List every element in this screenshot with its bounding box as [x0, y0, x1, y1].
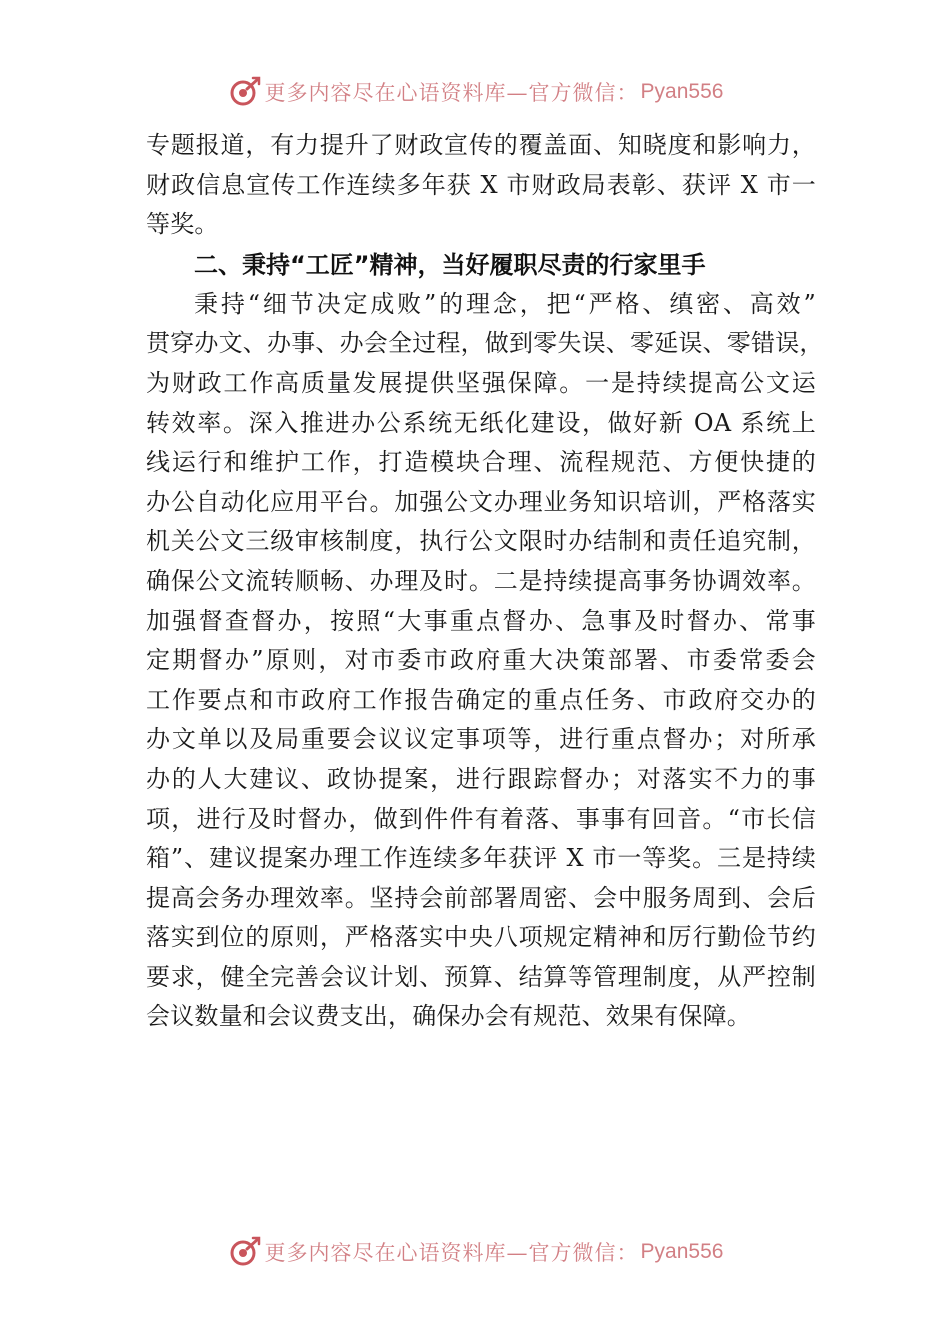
text-line: 落实到位的原则，严格落实中央八项规定精神和厉行勤俭节约 — [146, 923, 816, 952]
text-line: 转效率。深入推进办公系统无纸化建设，做好新 OA 系统上 — [146, 408, 816, 437]
text-line: 项，进行及时督办，做到件件有着落、事事有回音。“市长信 — [146, 804, 816, 833]
paragraph-first-line: 秉持“细节决定成败”的理念，把“严格、缜密、高效” — [194, 289, 816, 318]
text-line: 要求，健全完善会议计划、预算、结算等管理制度，从严控制 — [146, 962, 816, 991]
document-body — [146, 126, 824, 1037]
brand-logo-icon — [227, 1235, 261, 1269]
watermark-text: 更多内容尽在心语资料库—官方微信： — [264, 1241, 639, 1265]
text-line: 办公自动化应用平台。加强公文办理业务知识培训，严格落实 — [146, 487, 816, 516]
text-line: 箱”、建议提案办理工作连续多年获评 X 市一等奖。三是持续 — [146, 844, 816, 873]
text-line: 财政信息宣传工作连续多年获 X 市财政局表彰、获评 X 市一 — [146, 170, 816, 199]
text-line: 定期督办”原则，对市委市政府重大决策部署、市委常委会 — [146, 646, 816, 675]
wechat-id: Pyan556 — [640, 1240, 724, 1263]
text-line: 机关公文三级审核制度，执行公文限时办结制和责任追究制， — [146, 527, 816, 556]
watermark-text: 更多内容尽在心语资料库—官方微信： — [264, 81, 639, 105]
text-line: 工作要点和市政府工作报告确定的重点任务、市政府交办的 — [146, 685, 816, 714]
text-line: 专题报道，有力提升了财政宣传的覆盖面、知晓度和影响力， — [146, 131, 816, 159]
text-line: 会议数量和会议费支出，确保办会有规范、效果有保障。 — [146, 1002, 751, 1031]
wechat-id: Pyan556 — [640, 80, 724, 103]
brand-logo-icon — [227, 75, 261, 109]
text-line: 贯穿办文、办事、办会全过程，做到零失误、零延误、零错误， — [146, 329, 824, 358]
text-line: 办文单以及局重要会议议定事项等，进行重点督办；对所承 — [146, 725, 816, 754]
text-line: 提高会务办理效率。坚持会前部署周密、会中服务周到、会后 — [146, 883, 816, 912]
text-line: 办的人大建议、政协提案，进行跟踪督办；对落实不力的事 — [146, 764, 816, 793]
text-line: 加强督查督办，按照“大事重点督办、急事及时督办、常事 — [146, 606, 816, 635]
text-line: 为财政工作高质量发展提供坚强保障。一是持续提高公文运 — [146, 368, 816, 397]
section-heading: 二、秉持“工匠”精神，当好履职尽责的行家里手 — [194, 250, 706, 279]
text-line: 确保公文流转顺畅、办理及时。二是持续提高事务协调效率。 — [146, 566, 816, 595]
text-line: 线运行和维护工作，打造模块合理、流程规范、方便快捷的 — [146, 448, 816, 477]
header-watermark-banner — [0, 72, 950, 112]
footer-watermark-banner — [0, 1232, 950, 1272]
text-line: 等奖。 — [146, 210, 219, 239]
